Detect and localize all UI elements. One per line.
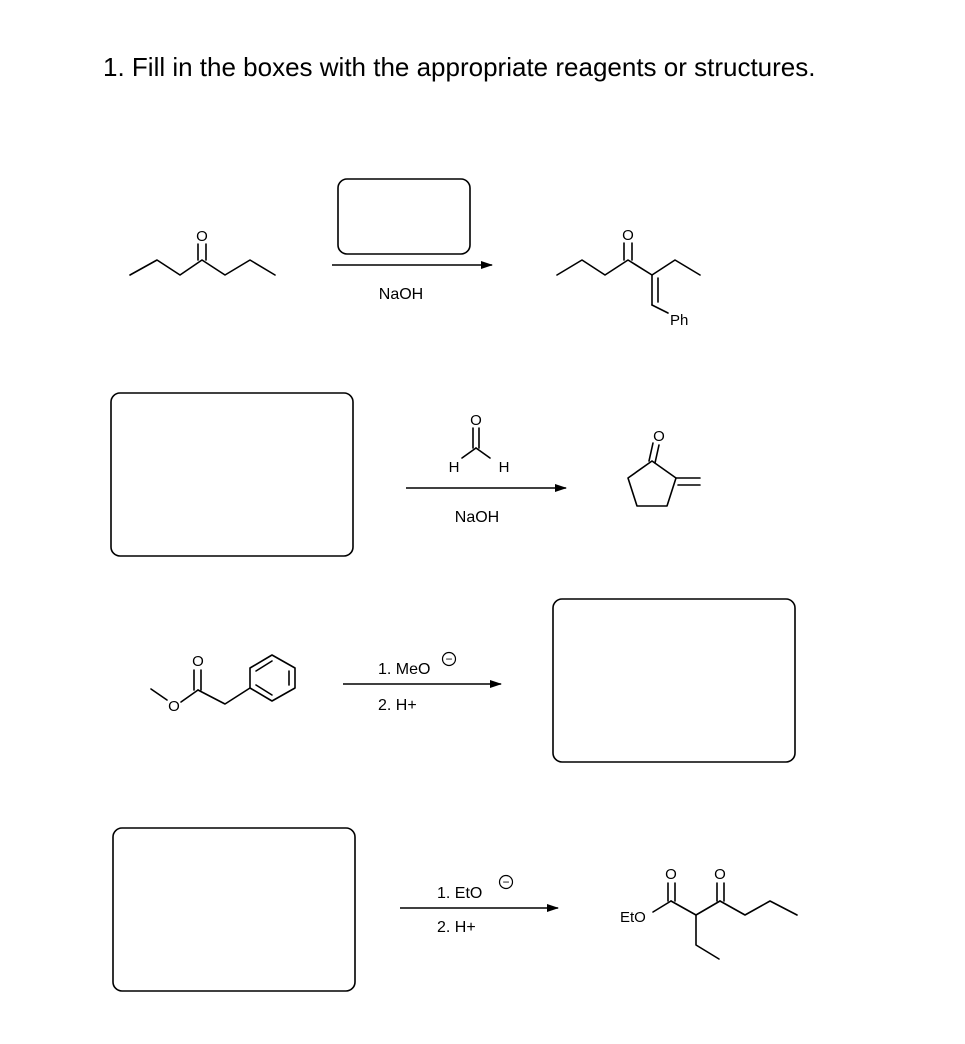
hydrogen-label: H — [448, 459, 460, 476]
condition-acid-4: 2. H+ — [437, 919, 476, 936]
reaction-4 — [113, 828, 797, 991]
condition-naoh-1: NaOH — [378, 286, 424, 303]
oxygen-label: O — [622, 227, 634, 244]
reaction-1 — [130, 179, 700, 329]
oxygen-label: O — [714, 866, 726, 883]
oxygen-label: O — [196, 228, 208, 245]
hydrogen-label: H — [498, 459, 510, 476]
reaction-2 — [111, 393, 700, 556]
enone-product-structure — [557, 227, 700, 329]
condition-naoh-2: NaOH — [454, 509, 500, 526]
oxygen-label: O — [653, 428, 665, 445]
condition-acid-3: 2. H+ — [378, 697, 417, 714]
reaction-3 — [151, 599, 795, 762]
beta-keto-ester-structure — [620, 866, 797, 959]
phenyl-label: Ph — [670, 312, 689, 329]
negative-charge-sign: − — [502, 875, 510, 889]
formaldehyde-structure — [449, 412, 510, 476]
condition-ethoxide: 1. EtO — [437, 885, 483, 902]
question-title: 1. Fill in the boxes with the appropriate reagents or structures. — [103, 52, 816, 82]
reagent-answer-box-1[interactable] — [338, 179, 470, 254]
oxygen-label: O — [470, 412, 482, 429]
starting-material-answer-box-2[interactable] — [111, 393, 353, 556]
heptanone-structure — [130, 228, 275, 275]
negative-charge-sign: − — [445, 652, 453, 666]
oxygen-label: O — [665, 866, 677, 883]
product-answer-box-3[interactable] — [553, 599, 795, 762]
oxygen-label: O — [168, 698, 180, 715]
ethoxy-label: EtO — [620, 909, 646, 926]
methylenecyclopentanone-structure — [628, 428, 700, 506]
condition-methoxide: 1. MeO — [378, 661, 431, 678]
starting-material-answer-box-4[interactable] — [113, 828, 355, 991]
oxygen-label: O — [192, 653, 204, 670]
methyl-phenylacetate-structure — [151, 653, 295, 715]
